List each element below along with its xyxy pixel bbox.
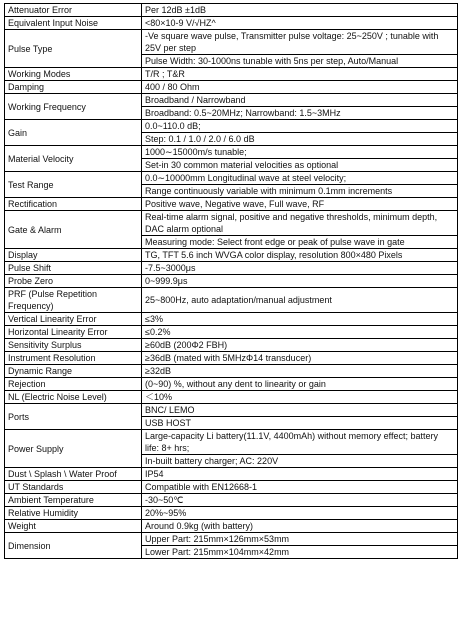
- spec-value: [142, 68, 458, 81]
- spec-value: [142, 198, 458, 211]
- spec-label: Sensitivity Surplus: [5, 339, 142, 352]
- spec-label: Working Modes: [5, 68, 142, 81]
- spec-label: Display: [5, 249, 142, 262]
- spec-value-line: USB HOST: [142, 416, 457, 429]
- spec-row: [5, 404, 458, 430]
- spec-label: Ambient Temperature: [5, 494, 142, 507]
- spec-value: [142, 391, 458, 404]
- spec-value: [142, 94, 458, 120]
- spec-label: Attenuator Error: [5, 4, 142, 17]
- spec-value-line: Measuring mode: Select front edge or peak of pulse wave in gate: [142, 235, 457, 248]
- spec-value-line: T/R ; T&R: [145, 69, 185, 79]
- spec-value: [142, 81, 458, 94]
- spec-value-line: Step: 0.1 / 1.0 / 2.0 / 6.0 dB: [142, 132, 457, 145]
- spec-row: [5, 211, 458, 249]
- spec-table-wrapper: [4, 3, 458, 559]
- spec-value-line: <80×10-9 V/√HZ^: [145, 18, 216, 28]
- spec-value: [142, 326, 458, 339]
- spec-value-line: IP54: [145, 469, 164, 479]
- spec-value: [142, 30, 458, 68]
- spec-value: [142, 481, 458, 494]
- spec-value-line: ≥60dB (200Φ2 FBH): [145, 340, 228, 350]
- spec-value: [142, 146, 458, 172]
- spec-value-line: 0~999.9μs: [145, 276, 188, 286]
- spec-row: [5, 30, 458, 68]
- spec-label: Dust \ Splash \ Water Proof: [5, 468, 142, 481]
- spec-value-line: 1000∼15000m/s tunable;: [145, 147, 247, 157]
- spec-value: [142, 249, 458, 262]
- spec-value-line: 20%~95%: [145, 508, 187, 518]
- spec-value-line: Real-time alarm signal, positive and negative thresholds, minimum depth, DAC alarm optional: [145, 212, 438, 234]
- spec-value-line: Compatible with EN12668-1: [145, 482, 258, 492]
- spec-value-line: ≤3%: [145, 314, 163, 324]
- spec-value: [142, 468, 458, 481]
- spec-label: Equivalent Input Noise: [5, 17, 142, 30]
- spec-value: [142, 120, 458, 146]
- spec-row: [5, 262, 458, 275]
- spec-row: [5, 494, 458, 507]
- spec-label: Material Velocity: [5, 146, 142, 172]
- spec-row: [5, 468, 458, 481]
- spec-row: [5, 172, 458, 198]
- spec-value-line: Around 0.9kg (with battery): [145, 521, 254, 531]
- spec-value-line: ≥32dB: [145, 366, 171, 376]
- spec-value: [142, 365, 458, 378]
- spec-row: [5, 533, 458, 559]
- spec-value: [142, 339, 458, 352]
- spec-label: Horizontal Linearity Error: [5, 326, 142, 339]
- spec-value: [142, 313, 458, 326]
- spec-table-body: [5, 4, 458, 559]
- spec-row: [5, 288, 458, 313]
- spec-row: [5, 391, 458, 404]
- spec-value-line: Per 12dB ±1dB: [145, 5, 206, 15]
- spec-label: Relative Humidity: [5, 507, 142, 520]
- spec-label: Power Supply: [5, 430, 142, 468]
- spec-value-line: 0.0~110.0 dB;: [145, 121, 201, 131]
- spec-value: [142, 494, 458, 507]
- spec-value-line: Range continuously variable with minimum 0.1mm increments: [142, 184, 457, 197]
- spec-value-line: ＜10%: [145, 392, 173, 402]
- spec-value-line: Lower Part: 215mm×104mm×42mm: [142, 545, 457, 558]
- spec-label: Dimension: [5, 533, 142, 559]
- spec-value: [142, 352, 458, 365]
- spec-row: [5, 17, 458, 30]
- spec-row: [5, 481, 458, 494]
- spec-value: [142, 262, 458, 275]
- spec-row: [5, 520, 458, 533]
- spec-row: [5, 507, 458, 520]
- spec-value: [142, 533, 458, 559]
- spec-label: Rectification: [5, 198, 142, 211]
- spec-value-line: ≥36dB (mated with 5MHzΦ14 transducer): [145, 353, 312, 363]
- spec-value: [142, 378, 458, 391]
- spec-value-line: Set-in 30 common material velocities as optional: [142, 158, 457, 171]
- spec-label: Working Frequency: [5, 94, 142, 120]
- spec-label: NL (Electric Noise Level): [5, 391, 142, 404]
- spec-value: [142, 172, 458, 198]
- spec-row: [5, 430, 458, 468]
- spec-value-line: -30~50℃: [145, 495, 184, 505]
- spec-label: UT Standards: [5, 481, 142, 494]
- spec-row: [5, 81, 458, 94]
- spec-label: Gate & Alarm: [5, 211, 142, 249]
- spec-row: [5, 68, 458, 81]
- spec-value-line: 0.0∼10000mm Longitudinal wave at steel velocity;: [145, 173, 347, 183]
- spec-label: Ports: [5, 404, 142, 430]
- spec-value-line: Large-capacity Li battery(11.1V, 4400mAh) without memory effect; battery life: 8+ hrs;: [145, 431, 438, 453]
- spec-row: [5, 275, 458, 288]
- spec-label: PRF (Pulse Repetition Frequency): [5, 288, 142, 313]
- spec-row: [5, 365, 458, 378]
- spec-value-line: -Ve square wave pulse, Transmitter pulse voltage: 25~250V ; tunable with 25V per step: [145, 31, 439, 53]
- spec-row: [5, 249, 458, 262]
- spec-label: Dynamic Range: [5, 365, 142, 378]
- spec-value-line: (0~90) %, without any dent to linearity or gain: [145, 379, 326, 389]
- spec-label: Vertical Linearity Error: [5, 313, 142, 326]
- spec-value-line: ≤0.2%: [145, 327, 171, 337]
- spec-row: [5, 313, 458, 326]
- spec-value: [142, 17, 458, 30]
- spec-table: [4, 3, 458, 559]
- spec-value: [142, 520, 458, 533]
- spec-value: [142, 288, 458, 313]
- spec-row: [5, 146, 458, 172]
- spec-value-line: TG, TFT 5.6 inch WVGA color display, resolution 800×480 Pixels: [145, 250, 403, 260]
- spec-row: [5, 198, 458, 211]
- spec-label: Probe Zero: [5, 275, 142, 288]
- spec-row: [5, 94, 458, 120]
- spec-label: Gain: [5, 120, 142, 146]
- spec-value-line: Pulse Width: 30-1000ns tunable with 5ns per step, Auto/Manual: [142, 54, 457, 67]
- spec-value-line: Positive wave, Negative wave, Full wave, RF: [145, 199, 325, 209]
- spec-row: [5, 120, 458, 146]
- spec-value-line: 25~800Hz, auto adaptation/manual adjustment: [145, 295, 332, 305]
- spec-row: [5, 339, 458, 352]
- spec-row: [5, 378, 458, 391]
- spec-value: [142, 430, 458, 468]
- spec-value: [142, 275, 458, 288]
- spec-label: Rejection: [5, 378, 142, 391]
- spec-label: Damping: [5, 81, 142, 94]
- spec-row: [5, 326, 458, 339]
- spec-label: Test Range: [5, 172, 142, 198]
- spec-label: Pulse Shift: [5, 262, 142, 275]
- spec-value-line: 400 / 80 Ohm: [145, 82, 200, 92]
- spec-value-line: Upper Part: 215mm×126mm×53mm: [145, 534, 290, 544]
- spec-value-line: -7.5~3000μs: [145, 263, 196, 273]
- spec-value: [142, 507, 458, 520]
- spec-label: Pulse Type: [5, 30, 142, 68]
- spec-label: Instrument Resolution: [5, 352, 142, 365]
- spec-value: [142, 4, 458, 17]
- spec-row: [5, 4, 458, 17]
- spec-value-line: Broadband: 0.5~20MHz; Narrowband: 1.5~3MHz: [142, 106, 457, 119]
- spec-value-line: BNC/ LEMO: [145, 405, 195, 415]
- spec-label: Weight: [5, 520, 142, 533]
- spec-row: [5, 352, 458, 365]
- spec-value: [142, 404, 458, 430]
- spec-value-line: Broadband / Narrowband: [145, 95, 246, 105]
- spec-value-line: In-built battery charger; AC: 220V: [142, 454, 457, 467]
- spec-value: [142, 211, 458, 249]
